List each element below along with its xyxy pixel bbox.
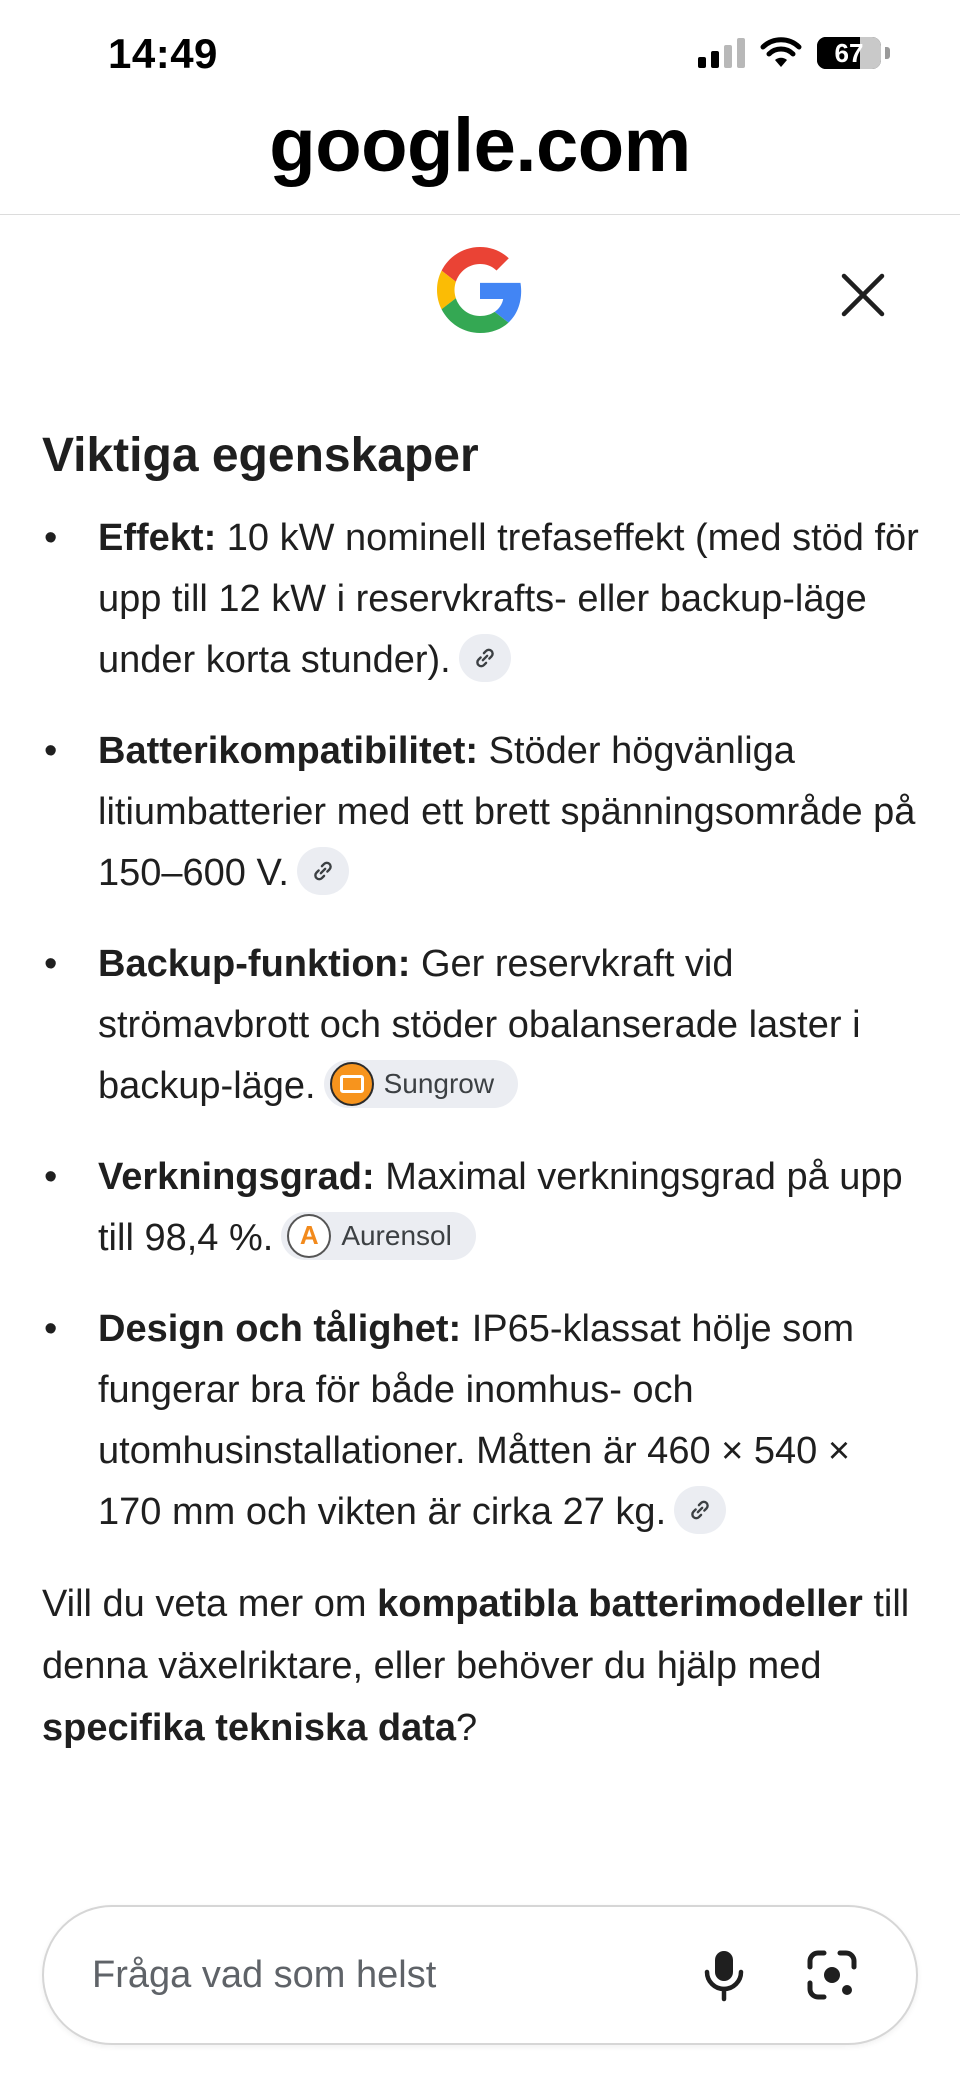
citation-link-chip[interactable] [297, 847, 349, 895]
mic-icon[interactable] [694, 1945, 754, 2005]
feature-text: Stöder högvänliga litiumbatterier med ett brett spänningsområde på 150–600 V. [98, 730, 916, 894]
followup-text: ? [456, 1707, 478, 1749]
google-g-logo [437, 247, 523, 333]
feature-title: Backup-funktion: [98, 943, 411, 985]
bullet: • [44, 1308, 58, 1350]
wifi-icon [759, 36, 803, 70]
feature-item [42, 934, 922, 1117]
bullet: • [44, 1156, 58, 1198]
status-bar [0, 0, 960, 100]
followup-bold: specifika tekniska data [42, 1707, 456, 1749]
address-bar[interactable] [0, 100, 960, 215]
close-icon[interactable] [838, 270, 888, 320]
bullet: • [44, 943, 58, 985]
citation-link-chip[interactable] [674, 1486, 726, 1534]
followup-text: Vill du veta mer om [42, 1583, 378, 1625]
battery-icon [817, 37, 881, 69]
status-time: 14:49 [108, 30, 218, 77]
google-lens-icon[interactable] [802, 1945, 862, 2005]
bullet: • [44, 730, 58, 772]
ask-box [42, 1905, 918, 2045]
feature-text: IP65-klassat hölje som fungerar bra för både inomhus- och utomhusinstallationer. Måtten är 460 × 540 × 170 mm och vikten är cirka 27 kg. [98, 1308, 854, 1533]
followup-text: till denna växelriktare, eller behöver du hjälp med [42, 1583, 910, 1687]
feature-item [42, 721, 922, 904]
feature-title: Verkningsgrad: [98, 1156, 375, 1198]
source-chip-aurensol[interactable] [281, 1212, 476, 1260]
address-domain[interactable]: google.com [269, 103, 691, 188]
battery-level: 67 [834, 37, 864, 68]
feature-item [42, 1299, 922, 1543]
citation-link-chip[interactable] [459, 634, 511, 682]
feature-text: 10 kW nominell trefaseffekt (med stöd för upp till 12 kW i reservkrafts- eller backup-läge under korta stunder). [98, 517, 919, 681]
ai-answer [42, 420, 922, 1759]
section-heading: Viktiga egenskaper [42, 429, 479, 482]
sungrow-logo-icon [330, 1062, 374, 1106]
feature-item [42, 1147, 922, 1269]
ask-input[interactable] [92, 1907, 652, 2043]
source-chip-sungrow[interactable] [324, 1060, 519, 1108]
feature-list [42, 508, 922, 1543]
bullet: • [44, 517, 58, 559]
followup-bold: kompatibla batterimodeller [377, 1583, 863, 1625]
feature-text: Maximal verkningsgrad på upp till 98,4 %. [98, 1156, 903, 1259]
feature-item [42, 508, 922, 691]
source-label: Sungrow [383, 1068, 495, 1100]
feature-title: Batterikompatibilitet: [98, 730, 479, 772]
feature-title: Effekt: [98, 517, 217, 559]
feature-title: Design och tålighet: [98, 1308, 462, 1350]
status-icons [698, 36, 890, 70]
link-icon [310, 858, 336, 884]
feature-text: Ger reservkraft vid strömavbrott och stöder obalanserade laster i backup-läge. [98, 943, 861, 1107]
link-icon [472, 645, 498, 671]
followup-question [42, 1573, 922, 1759]
source-label: Aurensol [341, 1220, 452, 1252]
battery-cap [885, 47, 890, 59]
aurensol-logo-icon: A [287, 1214, 331, 1258]
signal-icon [698, 38, 745, 68]
link-icon [687, 1497, 713, 1523]
